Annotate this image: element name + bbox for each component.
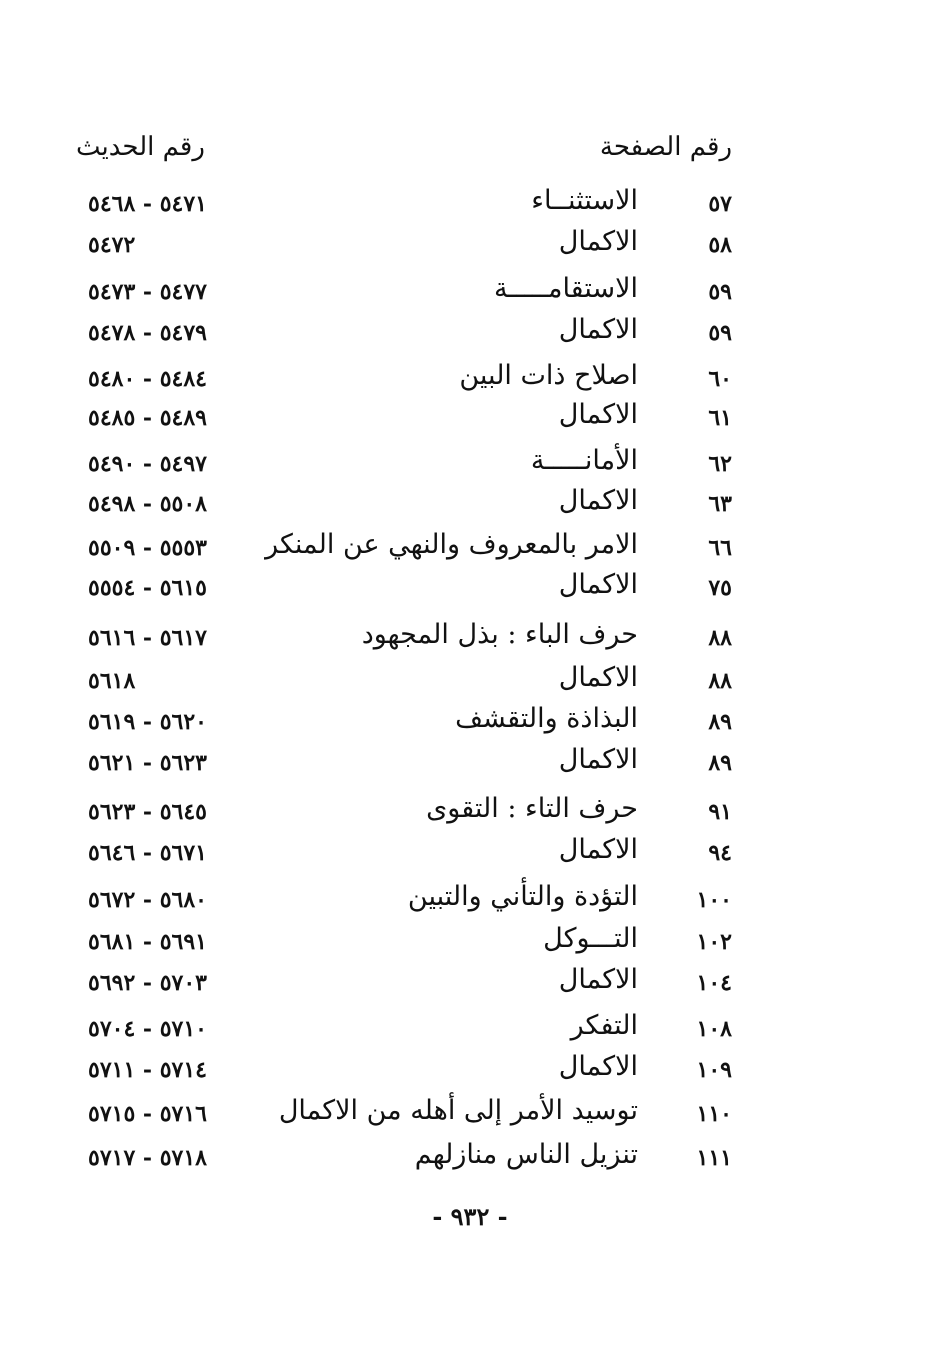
row-page-number: ٩٤: [708, 840, 732, 866]
table-row: [0, 703, 940, 749]
row-hadith-range: ٥٦٤٥ - ٥٦٢٣: [88, 799, 207, 825]
row-page-number: ١٠٠: [696, 887, 732, 913]
hadith-number-column-header: رقم الحديث: [76, 132, 205, 162]
row-chapter-title: الاكمال: [558, 399, 638, 430]
row-hadith-range: ٥٤٨٩ - ٥٤٨٥: [88, 405, 207, 431]
row-hadith-range: ٥٤٩٧ - ٥٤٩٠: [88, 451, 207, 477]
row-page-number: ٦٠: [708, 366, 732, 392]
row-page-number: ١٠٤: [696, 970, 732, 996]
row-chapter-title: الاكمال: [558, 485, 638, 516]
row-chapter-title: اصلاح ذات البين: [459, 360, 638, 391]
row-hadith-range: ٥٦١٨: [88, 668, 136, 694]
table-row: [0, 834, 940, 880]
row-chapter-title: الاكمال: [558, 834, 638, 865]
table-row: [0, 1010, 940, 1056]
row-page-number: ١١٠: [696, 1101, 732, 1127]
table-row: [0, 619, 940, 665]
row-page-number: ٥٩: [708, 279, 732, 305]
row-chapter-title: الاستثنــاء: [531, 185, 638, 216]
row-chapter-title: الاكمال: [558, 314, 638, 345]
row-hadith-range: ٥٧١٨ - ٥٧١٧: [88, 1145, 207, 1171]
row-hadith-range: ٥٦٩١ - ٥٦٨١: [88, 929, 207, 955]
row-chapter-title: التـــوكل: [543, 923, 638, 954]
row-page-number: ٥٧: [708, 191, 732, 217]
row-hadith-range: ٥٦٢٠ - ٥٦١٩: [88, 709, 207, 735]
row-hadith-range: ٥٦١٥ - ٥٥٥٤: [88, 575, 207, 601]
row-chapter-title: حرف الباء : بذل المجهود: [361, 619, 638, 650]
row-page-number: ٥٨: [708, 232, 732, 258]
row-hadith-range: ٥٤٧١ - ٥٤٦٨: [88, 191, 207, 217]
row-page-number: ٨٩: [708, 709, 732, 735]
row-page-number: ٦٣: [708, 491, 732, 517]
table-row: [0, 226, 940, 272]
row-chapter-title: الاكمال: [558, 226, 638, 257]
row-chapter-title: الامر بالمعروف والنهي عن المنكر: [265, 529, 638, 560]
table-row: [0, 1139, 940, 1185]
table-row: [0, 360, 940, 406]
table-row: [0, 399, 940, 445]
table-row: [0, 485, 940, 531]
row-page-number: ٩١: [708, 799, 732, 825]
table-row: [0, 662, 940, 708]
row-chapter-title: الاكمال: [558, 662, 638, 693]
table-row: [0, 964, 940, 1010]
table-row: [0, 569, 940, 615]
row-hadith-range: ٥٧٠٣ - ٥٦٩٢: [88, 970, 207, 996]
row-hadith-range: ٥٤٧٩ - ٥٤٧٨: [88, 320, 207, 346]
table-row: [0, 314, 940, 360]
row-hadith-range: ٥٤٧٧ - ٥٤٧٣: [88, 279, 207, 305]
table-row: [0, 185, 940, 231]
row-hadith-range: ٥٦٧١ - ٥٦٤٦: [88, 840, 207, 866]
row-page-number: ٦٢: [708, 451, 732, 477]
row-hadith-range: ٥٦١٧ - ٥٦١٦: [88, 625, 207, 651]
row-chapter-title: الاكمال: [558, 744, 638, 775]
row-chapter-title: الاستقامـــــة: [493, 273, 638, 304]
table-row: [0, 273, 940, 319]
table-row: [0, 445, 940, 491]
table-row: [0, 793, 940, 839]
table-row: [0, 744, 940, 790]
row-hadith-range: ٥٧١٤ - ٥٧١١: [88, 1057, 207, 1083]
row-hadith-range: ٥٦٢٣ - ٥٦٢١: [88, 750, 207, 776]
row-hadith-range: ٥٦٨٠ - ٥٦٧٢: [88, 887, 207, 913]
row-chapter-title: التؤدة والتأني والتبين: [407, 881, 638, 912]
row-page-number: ١٠٩: [696, 1057, 732, 1083]
row-hadith-range: ٥٤٨٤ - ٥٤٨٠: [88, 366, 207, 392]
row-page-number: ٨٨: [708, 625, 732, 651]
row-page-number: ٨٨: [708, 668, 732, 694]
table-row: [0, 1051, 940, 1097]
row-hadith-range: ٥٥٠٨ - ٥٤٩٨: [88, 491, 207, 517]
row-page-number: ٦٦: [708, 535, 732, 561]
row-hadith-range: ٥٧١٠ - ٥٧٠٤: [88, 1016, 207, 1042]
row-page-number: ١١١: [696, 1145, 732, 1171]
row-page-number: ٥٩: [708, 320, 732, 346]
row-page-number: ١٠٢: [696, 929, 732, 955]
row-page-number: ٨٩: [708, 750, 732, 776]
row-page-number: ٦١: [708, 405, 732, 431]
row-hadith-range: ٥٤٧٢: [88, 232, 136, 258]
row-hadith-range: ٥٥٥٣ - ٥٥٠٩: [88, 535, 207, 561]
page-number-column-header: رقم الصفحة: [599, 132, 732, 162]
row-chapter-title: الاكمال: [558, 1051, 638, 1082]
row-page-number: ١٠٨: [696, 1016, 732, 1042]
table-row: [0, 881, 940, 927]
row-hadith-range: ٥٧١٦ - ٥٧١٥: [88, 1101, 207, 1127]
row-chapter-title: الأمانـــــة: [530, 445, 638, 476]
row-chapter-title: الاكمال: [558, 569, 638, 600]
page-footer-number: - ٩٣٢ -: [432, 1202, 508, 1231]
row-page-number: ٧٥: [708, 575, 732, 601]
row-chapter-title: التفكر: [570, 1010, 638, 1041]
row-chapter-title: تنزيل الناس منازلهم: [414, 1139, 638, 1170]
row-chapter-title: البذاذة والتقشف: [455, 703, 638, 734]
row-chapter-title: حرف التاء : التقوى: [426, 793, 638, 824]
table-row: [0, 529, 940, 575]
table-row: [0, 923, 940, 969]
table-row: [0, 1095, 940, 1141]
row-chapter-title: الاكمال: [558, 964, 638, 995]
row-chapter-title: توسيد الأمر إلى أهله من الاكمال: [278, 1095, 638, 1126]
